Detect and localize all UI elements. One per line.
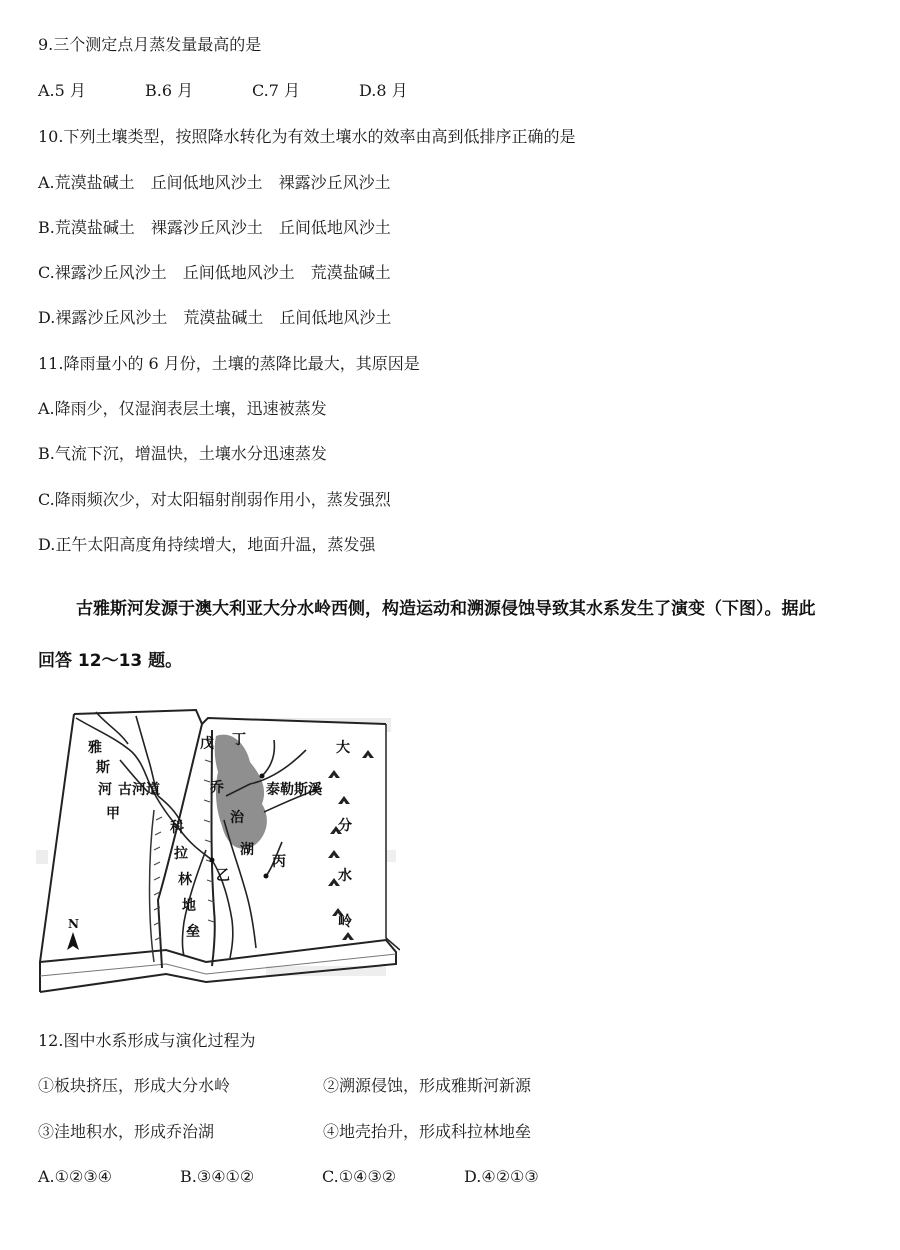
q11-option-d: D.正午太阳高度角持续增大，地面升温，蒸发强 (38, 535, 376, 554)
label-kela-2: 拉 (174, 846, 188, 862)
q10-option-c: C.裸露沙丘风沙土 丘间低地风沙土 荒漠盐碱土 (38, 263, 391, 282)
q10-option-a: A.荒漠盐碱土 丘间低地风沙土 裸露沙丘风沙土 (38, 173, 391, 192)
q12-option-d: D.④②①③ (464, 1167, 539, 1186)
label-divide-1: 大 (336, 740, 350, 756)
q9-stem: 9.三个测定点月蒸发量最高的是 (38, 35, 262, 54)
label-tailesi: 泰勒斯溪 (266, 782, 322, 798)
block-diagram-svg (36, 700, 400, 1000)
label-kela-5: 垒 (186, 924, 200, 940)
q11-option-a: A.降雨少，仅湿润表层土壤，迅速被蒸发 (38, 399, 327, 418)
label-old-channel: 古河道 (118, 782, 160, 798)
passage-line-2: 回答 12～13 题。 (38, 651, 183, 671)
q12-option-c: C.①④③② (322, 1167, 397, 1186)
q9-option-b: B.6 月 (145, 81, 194, 100)
q10-option-d: D.裸露沙丘风沙土 荒漠盐碱土 丘间低地风沙土 (38, 308, 392, 327)
q12-stem: 12.图中水系形成与演化过程为 (38, 1031, 256, 1050)
q10-stem: 10.下列土壤类型，按照降水转化为有效土壤水的效率由高到低排序正确的是 (38, 127, 576, 146)
label-jia: 甲 (106, 806, 120, 822)
passage-line-1: 古雅斯河发源于澳大利亚大分水岭西侧，构造运动和溯源侵蚀导致其水系发生了演变（下图）。据此 (76, 599, 816, 619)
q12-option-a: A.①②③④ (38, 1167, 113, 1186)
label-kela-3: 林 (178, 872, 192, 888)
label-kela-4: 地 (182, 898, 196, 914)
label-he: 河 (98, 782, 112, 798)
q10-option-b: B.荒漠盐碱土 裸露沙丘风沙土 丘间低地风沙土 (38, 218, 391, 237)
label-si: 斯 (96, 760, 110, 776)
river-system-block-diagram (36, 700, 400, 1000)
label-divide-4: 岭 (338, 914, 352, 930)
label-qiao: 乔 (210, 780, 224, 796)
label-divide-2: 分 (338, 818, 352, 834)
q11-option-c: C.降雨频次少，对太阳辐射削弱作用小，蒸发强烈 (38, 490, 391, 509)
q12-statement-1: ①板块挤压，形成大分水岭 (38, 1076, 231, 1095)
q12-statement-4: ④地壳抬升，形成科拉林地垒 (323, 1122, 532, 1141)
q9-option-c: C.7 月 (252, 81, 301, 100)
q12-statement-3: ③洼地积水，形成乔治湖 (38, 1122, 215, 1141)
label-wu: 戊 (200, 736, 214, 752)
q11-option-b: B.气流下沉，增温快，土壤水分迅速蒸发 (38, 444, 327, 463)
label-yi: 乙 (216, 868, 230, 884)
label-divide-3: 水 (338, 868, 352, 884)
q9-option-d: D.8 月 (359, 81, 408, 100)
q9-option-a: A.5 月 (38, 81, 86, 100)
label-hu: 湖 (240, 842, 254, 858)
q12-statement-2: ②溯源侵蚀，形成雅斯河新源 (323, 1076, 532, 1095)
north-label: N (68, 917, 79, 931)
label-ya: 雅 (88, 740, 102, 756)
q12-option-b: B.③④①② (180, 1167, 255, 1186)
q11-stem: 11.降雨量小的 6 月份，土壤的蒸降比最大，其原因是 (38, 354, 420, 373)
label-bing: 丙 (272, 854, 286, 870)
label-ding: 丁 (232, 732, 246, 748)
label-zhi: 治 (230, 810, 244, 826)
label-kela-1: 科 (170, 820, 184, 836)
